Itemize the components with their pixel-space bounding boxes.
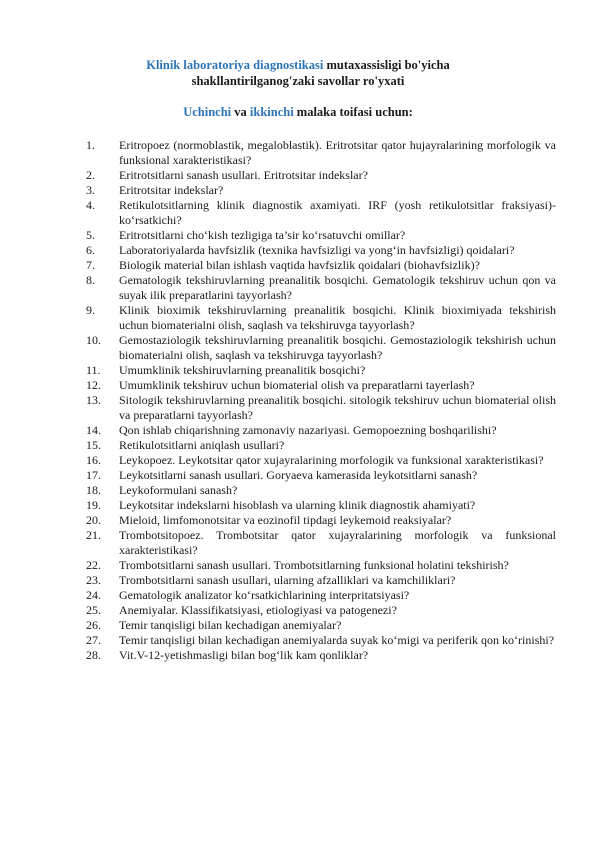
question-item [86, 198, 556, 228]
heading-suffix: malaka toifasi uchun: [293, 105, 413, 119]
document-title-line-1 [0, 57, 596, 73]
question-item [86, 183, 556, 198]
question-number: 8. [86, 273, 95, 287]
question-text: Laboratoriyalarda havfsizlik (texnika havfsizligi va yong‘in havfsizligi) qoidalari? [119, 243, 515, 257]
question-item [86, 648, 556, 663]
question-item [86, 498, 556, 513]
question-number: 23. [86, 573, 101, 587]
question-number: 1. [86, 138, 95, 152]
question-text: Eritrotsitlarni sanash usullari. Eritrotsitar indekslar? [119, 168, 368, 182]
question-number: 10. [86, 333, 101, 347]
question-number: 21. [86, 528, 101, 542]
question-text: Trombotsitopoez. Trombotsitar qator xujayralarining morfologik va funksional xarakteristikasi? [119, 528, 556, 557]
question-number: 26. [86, 618, 101, 632]
question-number: 5. [86, 228, 95, 242]
question-item [86, 168, 556, 183]
question-item [86, 303, 556, 333]
question-number: 4. [86, 198, 95, 212]
question-text: Gemostaziologik tekshiruvlarning preanalitik bosqichi. Gemostaziologik tekshirish uchun biomaterialni olish, saqlash va tekshiruvga tayyorlash? [119, 333, 556, 362]
specialty-name: Klinik laboratoriya diagnostikasi [146, 58, 324, 72]
question-item [86, 618, 556, 633]
question-text: Sitologik tekshiruvlarning preanalitik bosqichi. sitologik tekshiruv uchun biomaterial olish va preparatlarni tayyorlash? [119, 393, 556, 422]
question-item [86, 528, 556, 558]
question-text: Anemiyalar. Klassifikatsiyasi, etiologiyasi va patogenezi? [119, 603, 397, 617]
question-text: Eritropoez (normoblastik, megaloblastik). Eritrotsitar qator hujayralarining morfologik va funksional xarakteristikasi? [119, 138, 556, 167]
question-item [86, 513, 556, 528]
question-item [86, 423, 556, 438]
question-text: Qon ishlab chiqarishning zamonaviy nazariyasi. Gemopoezning boshqarilishi? [119, 423, 497, 437]
question-text: Retikulotsitlarni aniqlash usullari? [119, 438, 285, 452]
question-number: 16. [86, 453, 101, 467]
question-text: Umumklinik tekshiruvlarning preanalitik bosqichi? [119, 363, 366, 377]
question-item [86, 558, 556, 573]
question-item [86, 483, 556, 498]
question-number: 19. [86, 498, 101, 512]
question-number: 22. [86, 558, 101, 572]
question-number: 11. [86, 363, 101, 377]
question-text: Temir tanqisligi bilan kechadigan anemiyalarda suyak ko‘migi va periferik qon ko‘rinishi? [119, 633, 555, 647]
title-suffix: mutaxassisligi bo'yicha [323, 58, 450, 72]
question-text: Leykoformulani sanash? [119, 483, 238, 497]
question-number: 25. [86, 603, 101, 617]
question-item [86, 468, 556, 483]
question-item [86, 603, 556, 618]
question-item [86, 573, 556, 588]
question-item [86, 588, 556, 603]
question-item [86, 438, 556, 453]
question-item [86, 393, 556, 423]
question-text: Leykopoez. Leykotsitar qator xujayralarining morfologik va funksional xarakteristikasi? [119, 453, 544, 467]
question-text: Umumklinik tekshiruv uchun biomaterial olish va preparatlarni tayerlash? [119, 378, 475, 392]
question-item [86, 378, 556, 393]
qualification-heading [0, 104, 596, 120]
question-number: 20. [86, 513, 101, 527]
question-text: Leykotsitlarni sanash usullari. Goryaeva kamerasida leykotsitlarni sanash? [119, 468, 478, 482]
question-number: 28. [86, 648, 101, 662]
document-title-line-2: shakllantirilganog'zaki savollar ro'yxati [191, 74, 405, 88]
question-number: 2. [86, 168, 95, 182]
question-number: 24. [86, 588, 101, 602]
question-number: 3. [86, 183, 95, 197]
question-text: Vit.V-12-yetishmasligi bilan bog‘lik kam qonliklar? [119, 648, 369, 662]
question-text: Eritrotsitar indekslar? [119, 183, 224, 197]
question-list [86, 138, 556, 663]
question-item [86, 633, 556, 648]
question-number: 27. [86, 633, 101, 647]
question-text: Mieloid, limfomonotsitar va eozinofil tipdagi leykemoid reaksiyalar? [119, 513, 452, 527]
question-number: 14. [86, 423, 101, 437]
question-text: Biologik material bilan ishlash vaqtida havfsizlik qoidalari (biohavfsizlik)? [119, 258, 480, 272]
question-text: Leykotsitar indekslarni hisoblash va ularning klinik diagnostik ahamiyati? [119, 498, 476, 512]
question-item [86, 228, 556, 243]
question-item [86, 333, 556, 363]
question-text: Temir tanqisligi bilan kechadigan anemiyalar? [119, 618, 342, 632]
question-text: Gematologik analizator ko‘rsatkichlarining interpritatsiyasi? [119, 588, 410, 602]
category-second: ikkinchi [249, 105, 294, 119]
question-text: Trombotsitlarni sanash usullari. Trombotsitlarning funksional holatini tekshirish? [119, 558, 509, 572]
question-number: 7. [86, 258, 95, 272]
question-text: Gematologik tekshiruvlarning preanalitik bosqichi. Gematologik tekshiruv uchun qon va suyak ilik preparatlarini tayyorlash? [119, 273, 556, 302]
question-item [86, 258, 556, 273]
question-number: 17. [86, 468, 101, 482]
category-third: Uchinchi [183, 105, 232, 119]
question-number: 15. [86, 438, 101, 452]
question-number: 12. [86, 378, 101, 392]
question-text: Eritrotsitlarni cho‘kish tezligiga ta’sir ko‘rsatuvchi omillar? [119, 228, 406, 242]
question-text: Trombotsitlarni sanash usullari, ularning afzalliklari va kamchiliklari? [119, 573, 456, 587]
question-text: Retikulotsitlarning klinik diagnostik axamiyati. IRF (yosh retikulotsitlar fraksiyasi)-ko‘rsatkichi? [119, 198, 556, 227]
question-item [86, 453, 556, 468]
question-text: Klinik bioximik tekshiruvlarning preanalitik bosqichi. Klinik bioximiyada tekshirish uchun biomaterialni olish, saqlash va tekshiruvga tayyorlash? [119, 303, 556, 332]
question-number: 9. [86, 303, 95, 317]
question-item [86, 363, 556, 378]
question-item [86, 138, 556, 168]
question-item [86, 273, 556, 303]
question-number: 6. [86, 243, 95, 257]
question-number: 13. [86, 393, 101, 407]
question-number: 18. [86, 483, 101, 497]
question-item [86, 243, 556, 258]
heading-conjunction: va [231, 105, 250, 119]
